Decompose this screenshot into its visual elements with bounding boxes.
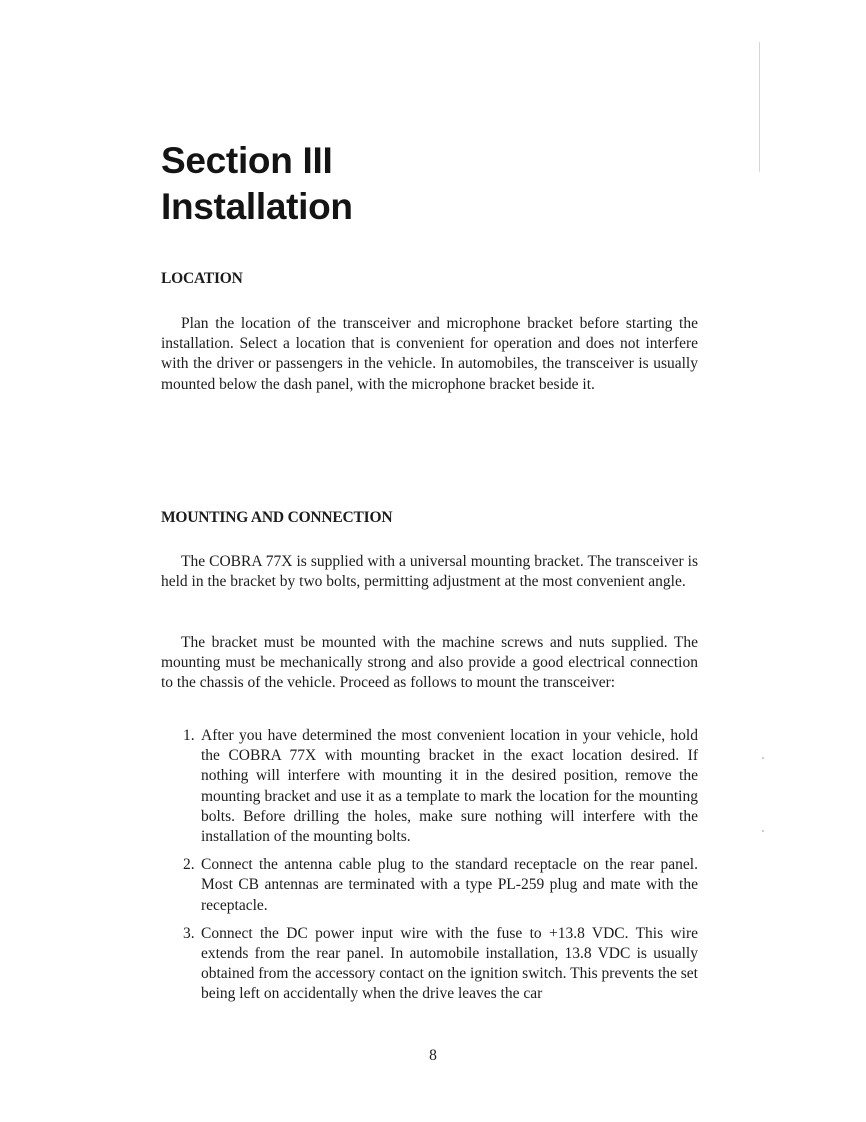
mounting-steps-list bbox=[161, 726, 698, 1013]
scan-edge-line bbox=[759, 42, 760, 172]
mounting-heading: MOUNTING AND CONNECTION bbox=[161, 509, 393, 526]
section-title bbox=[161, 138, 698, 230]
mounting-paragraph-2: The bracket must be mounted with the machine screws and nuts supplied. The mounting must be mechanically strong and also provide a good electrical connection to the chassis of the vehicle. Proceed as follows to mount the transceiver: bbox=[161, 634, 698, 692]
location-paragraph: Plan the location of the transceiver and microphone bracket before starting the installation. Select a location that is convenient for operation and does not interfere with the driver or passengers in the vehicle. In automobiles, the transceiver is usually mounted below the dash panel, with the microphone bracket beside it. bbox=[161, 315, 698, 393]
list-item bbox=[161, 855, 698, 916]
location-section bbox=[161, 314, 698, 395]
step-text: Connect the antenna cable plug to the standard receptacle on the rear panel. Most CB antennas are terminated with a type PL-259 plug and mate with the receptacle. bbox=[201, 856, 698, 914]
list-item bbox=[161, 924, 698, 1005]
section-number: Section III bbox=[161, 140, 333, 181]
step-text: After you have determined the most convenient location in your vehicle, hold the COBRA 77X with mounting bracket in the exact location desired. If nothing will interfere with mounting it in the desired position, remove the mounting bracket and use it as a template to mark the location for the mounting bolts. Before drilling the holes, make sure nothing will interfere with the installation of the mounting bolts. bbox=[201, 727, 698, 846]
step-number: 3. bbox=[183, 924, 195, 942]
mounting-intro bbox=[161, 552, 698, 592]
step-text: Connect the DC power input wire with the fuse to +13.8 VDC. This wire extends from the rear panel. In automobile installation, 13.8 VDC is usually obtained from the accessory contact on the ignition switch. This prevents the set being left on accidentally when the drive leaves the car bbox=[201, 924, 698, 1003]
section-name: Installation bbox=[161, 186, 353, 227]
list-item bbox=[161, 726, 698, 847]
step-number: 1. bbox=[183, 727, 195, 744]
page-number: 8 bbox=[429, 1047, 437, 1064]
scan-speck bbox=[762, 830, 764, 832]
location-heading: LOCATION bbox=[161, 270, 243, 287]
mounting-instructions bbox=[161, 633, 698, 694]
mounting-paragraph-1: The COBRA 77X is supplied with a universal mounting bracket. The transceiver is held in the bracket by two bolts, permitting adjustment at the most convenient angle. bbox=[161, 553, 698, 591]
step-number: 2. bbox=[183, 856, 195, 874]
scan-speck bbox=[762, 757, 764, 759]
document-page bbox=[161, 138, 698, 1003]
